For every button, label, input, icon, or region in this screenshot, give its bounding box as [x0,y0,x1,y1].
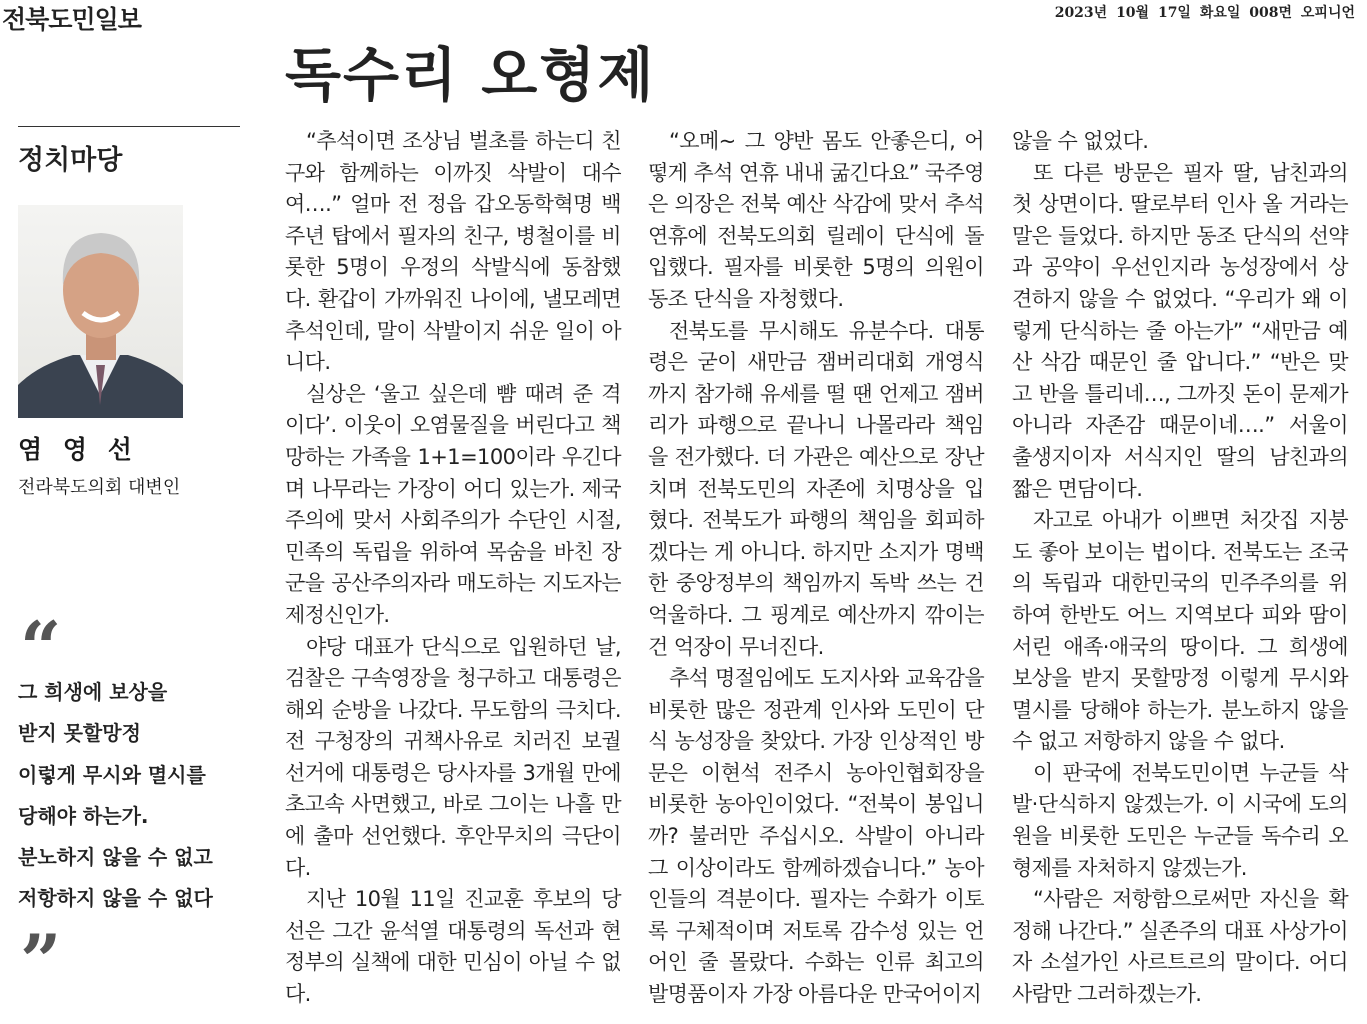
paragraph: “추석이면 조상님 벌초를 하는디 친구와 함께하는 이까짓 삭발이 대수여….” 얼마 전 정읍 갑오동학혁명 백주년 탑에서 필자의 친구, 병철이를 비롯한 5명이 우정의 삭발식에 동참했다. 환갑이 가까워진 나이에, 낼모레면 추석인데, 말이 삭발이지 쉬운 일이 아니다. [285,129,621,375]
article-column-3 [1012,126,1348,1011]
author-photo [18,205,183,418]
paragraph: 실상은 ‘울고 싶은데 뺨 때려 준 격이다’. 이웃이 오염물질을 버린다고 책망하는 가족을 1+1=100이라 우긴다며 나무라는 가장이 어디 있는가. 제국주의에 맞서 사회주의가 수단인 시절, 민족의 독립을 위하여 목숨을 바친 장군을 공산주의자라 매도하는 지도자는 제정신인가. [285,381,621,627]
newspaper-logo: 전북도민일보 [2,5,141,34]
paragraph: 전북도를 무시해도 유분수다. 대통령은 굳이 새만금 잼버리대회 개영식까지 참가해 유세를 떨 땐 언제고 잼버리가 파행으로 끝나니 나몰라라 책임을 전가했다. 더 가관은 예산으로 장난치며 전북도민의 자존에 치명상을 입혔다. 전북도가 파행의 책임을 회피하겠다는 게 아니다. 하지만 소지가 명백한 중앙정부의 책임까지 독박 쓰는 건 억울하다. 그 핑계로 예산까지 깎이는 건 억장이 무너진다. [648,318,984,659]
pull-quote-line: 분노하지 않을 수 없고 [18,845,213,870]
paragraph: “사람은 저항함으로써만 자신을 확정해 나간다.” 실존주의 대표 사상가이자 소설가인 사르트르의 말이다. 어디 사람만 그러하겠는가. [1012,887,1348,1007]
paragraph: 야당 대표가 단식으로 입원하던 날, 검찰은 구속영장을 청구하고 대통령은 해외 순방을 나갔다. 무도함의 극치다. 전 구청장의 귀책사유로 치러진 보궐선거에 대통령은 당사자를 3개월 만에 초고속 사면했고, 바로 그이는 나흘 만에 출마 선언했다. 후안무치의 극단이다. [285,634,621,880]
author-role: 전라북도의회 대변인 [18,477,181,498]
pull-quote-line: 받지 못할망정 [18,721,141,746]
article-column-2 [648,126,984,1011]
headline: 독수리 오형제 [285,41,656,109]
paragraph: 지난 10월 11일 진교훈 후보의 당선은 그간 윤석열 대통령의 독선과 현 정부의 실책에 대한 민심이 아닐 수 없다. [285,887,621,1007]
paragraph: 또 다른 방문은 필자 딸, 남친과의 첫 상면이다. 딸로부터 인사 올 거라는 말은 들었다. 하지만 동조 단식의 선약과 공약이 우선인지라 농성장에서 상견하지 않을 수 없었다. “우리가 왜 이렇게 단식하는 줄 아는가” “새만금 예산 삭감 때문인 줄 압니다.” “반은 맞고 반을 틀리네…, 그까짓 돈이 문제가 아니라 자존감 때문이네….” 서울이 출생지이자 서식지인 딸의 남친과의 짧은 면담이다. [1012,160,1348,501]
pull-quote-line: 당해야 하는가. [18,803,149,828]
section-label: 정치마당 [18,145,123,176]
pull-quote-line: 그 희생에 보상을 [18,680,168,704]
dateline: 2023년 10월 17일 화요일 008면 오피니언 [1054,5,1355,21]
pull-quote [18,672,213,920]
pull-quote-line: 이렇게 무시와 멸시를 [18,762,206,787]
section-divider [18,126,240,127]
open-quote-icon: “ [20,605,62,690]
close-quote-icon: ” [20,918,62,1003]
paragraph: 자고로 아내가 이쁘면 처갓집 지붕도 좋아 보이는 법이다. 전북도는 조국의 독립과 대한민국의 민주주의를 위하여 한반도 어느 지역보다 피와 땀이 서린 애족·애국의 땅이다. 그 희생에 보상을 받지 못할망정 이렇게 무시와 멸시를 당해야 하는가. 분노하지 않을 수 없고 저항하지 않을 수 없다. [1012,508,1348,754]
paragraph: 추석 명절임에도 도지사와 교육감을 비롯한 많은 정관계 인사와 도민이 단식 농성장을 찾았다. 가장 인상적인 방문은 이현석 전주시 농아인협회장을 비롯한 농아인이었다. “전북이 봉입니까? 불러만 주십시오. 삭발이 아니라 그 이상이라도 함께하겠습니다.” 농아인들의 격분이다. 필자는 수화가 이토록 구체적이며 저토록 감수성 있는 언어인 줄 몰랐다. 수화는 인류 최고의 발명품이자 가장 아름다운 만국어이지 [648,666,984,1007]
paragraph: 이 판국에 전북도민이면 누군들 삭발·단식하지 않겠는가. 이 시국에 도의원을 비롯한 도민은 누군들 독수리 오형제를 자처하지 않겠는가. [1012,760,1348,880]
author-name: 염 영 선 [18,435,138,464]
article-column-1 [285,126,621,1011]
paragraph-continuation: 않을 수 없었다. [1012,129,1149,153]
paragraph: “오메~ 그 양반 몸도 안좋은디, 어떻게 추석 연휴 내내 굶긴다요” 국주영은 의장은 전북 예산 삭감에 맞서 추석연휴에 전북도의회 릴레이 단식에 돌입했다. 필자를 비롯한 5명의 의원이 동조 단식을 자청했다. [648,129,984,311]
pull-quote-line: 저항하지 않을 수 없다 [18,886,213,911]
